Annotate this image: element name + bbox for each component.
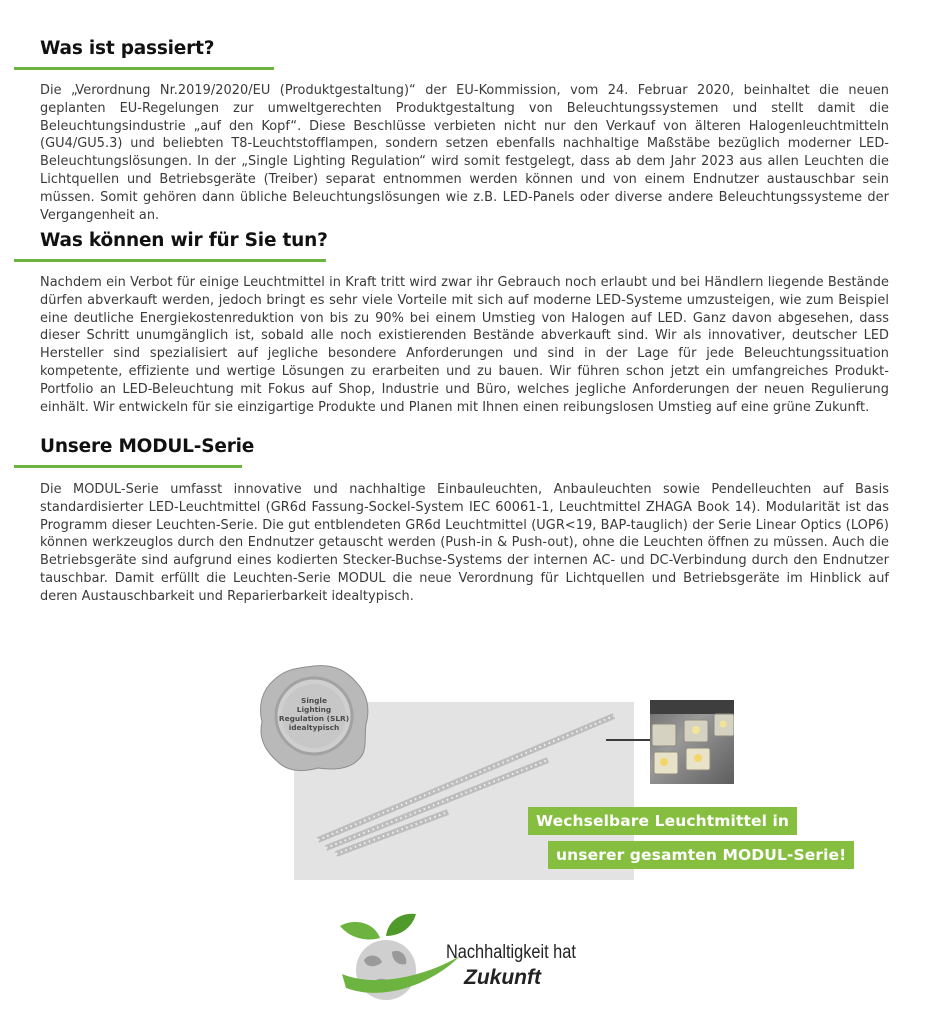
slr-seal — [254, 660, 374, 776]
banner-line-1: Wechselbare Leuchtmittel in — [528, 807, 797, 835]
heading-underline — [14, 67, 274, 70]
seal-label — [278, 696, 350, 732]
section-paragraph-modul-serie: Die MODUL-Serie umfasst innovative und nachhaltige Einbauleuchten, Anbauleuchten sowie Pendelleuchten auf Basis standardisierter LED-Leuchtmittel (GR6d Fassung-Sockel-System IEC 60061-1, Leuchtmittel ZHAGA Book 14). Modularität ist das Programm dieser Leuchten-Serie. Die gut entblendeten GR6d Leuchtmittel (UGR<19, BAP-tauglich) der Serie Linear Optics (LOP6) können werkzeuglos durch den Endnutzer getauscht werden (Push-in & Push-out), ohne die Leuchten öffnen zu müssen. Auch die Betriebsgeräte sind aufgrund eines kodierten Stecker-Buchse-Systems der internen AC- und DC-Verbindung durch den Endnutzer tauschbar. Damit erfüllt die Leuchten-Serie MODUL die neue Verordnung für Lichtquellen und Betriebsgeräte im Hinblick auf deren Austauschbarkeit und Reparierbarkeit idealtypisch. — [40, 482, 889, 604]
section-heading-was-koennen-wir-tun — [14, 228, 328, 262]
heading-underline — [14, 259, 326, 262]
section-paragraph-was-koennen-wir-tun: Nachdem ein Verbot für einige Leuchtmittel in Kraft tritt wird zwar ihr Gebrauch noch erlaubt und bei Händlern liegende Bestände dürfen abverkauft werden, jedoch bringt es sehr viele Vorteile mit sich auf moderne LED-Systeme umzusteigen, wie zum Beispiel eine deutliche Energiekostenreduktion von bis zu 90% bei einem Umstieg von Halogen auf LED. Ganz davon abgesehen, dass dieser Schritt unumgänglich ist, sobald alle noch existierenden Bestände abverkauft sind. Wir als innovativer, deutscher LED Hersteller sind spezialisiert auf jegliche besondere Anforderungen und sind in der Lage für jede Beleuchtungssituation kompetente, effiziente und wertige Lösungen zu erarbeiten und zu bauen. Wir führen schon jetzt ein umfangreiches Produkt-Portfolio an LED-Beleuchtung mit Fokus auf Shop, Industrie und Büro, welches jegliche Anforderungen der neuen Regulierung einhält. Wir entwickeln für sie einzigartige Produkte und Planen mit Ihnen einen reibungslosen Umstieg auf eine grüne Zukunft. — [40, 275, 889, 415]
seal-line-2: Lighting — [296, 705, 332, 714]
logo-text-line-2: Zukunft — [464, 966, 541, 989]
section-heading-modul-serie — [14, 434, 254, 468]
logo-text-line-1: Nachhaltigkeit hat — [446, 942, 576, 963]
callout-connector-line — [606, 739, 650, 741]
banner-line-2: unserer gesamten MODUL-Serie! — [548, 841, 854, 869]
section-paragraph-was-ist-passiert: Die „Verordnung Nr.2019/2020/EU (Produktgestaltung)“ der EU-Kommission, vom 24. Februar 2020, beinhaltet die neuen geplanten EU-Regelungen zur umweltgerechten Produktgestaltung von Beleuchtungssystemen und stellt damit die Beleuchtungsindustrie „auf den Kopf“. Diese Beschlüsse verbieten nicht nur den Verkauf von älteren Halogenleuchtmitteln (GU4/GU5.3) und beliebten T8-Leuchtstofflampen, sondern setzen ebenfalls nachhaltige Maßstäbe bezüglich moderner LED-Beleuchtungslösungen. In der „Single Lighting Regulation“ wird somit festgelegt, dass ab dem Jahr 2023 aus allen Leuchten die Lichtquellen und Betriebsgeräte (Treiber) separat entnommen werden können und von einem Endnutzer austauschbar sein müssen. Somit gehören dann übliche Beleuchtungslösungen wie z.B. LED-Panels oder diverse andere Beleuchtungssysteme der Vergangenheit an. — [40, 83, 889, 223]
seal-line-4: idealtypisch — [288, 723, 340, 732]
seal-line-3: Regulation (SLR) — [278, 714, 350, 723]
heading-text: Was können wir für Sie tun? — [40, 230, 328, 251]
seal-line-1: Single — [301, 696, 327, 705]
led-closeup-image — [650, 700, 734, 784]
led-strip-short — [336, 812, 448, 854]
heading-underline — [14, 465, 242, 468]
heading-text: Was ist passiert? — [40, 38, 215, 59]
section-heading-was-ist-passiert — [14, 36, 274, 70]
heading-text: Unsere MODUL-Serie — [40, 436, 255, 457]
sustainability-logo — [336, 912, 606, 1008]
